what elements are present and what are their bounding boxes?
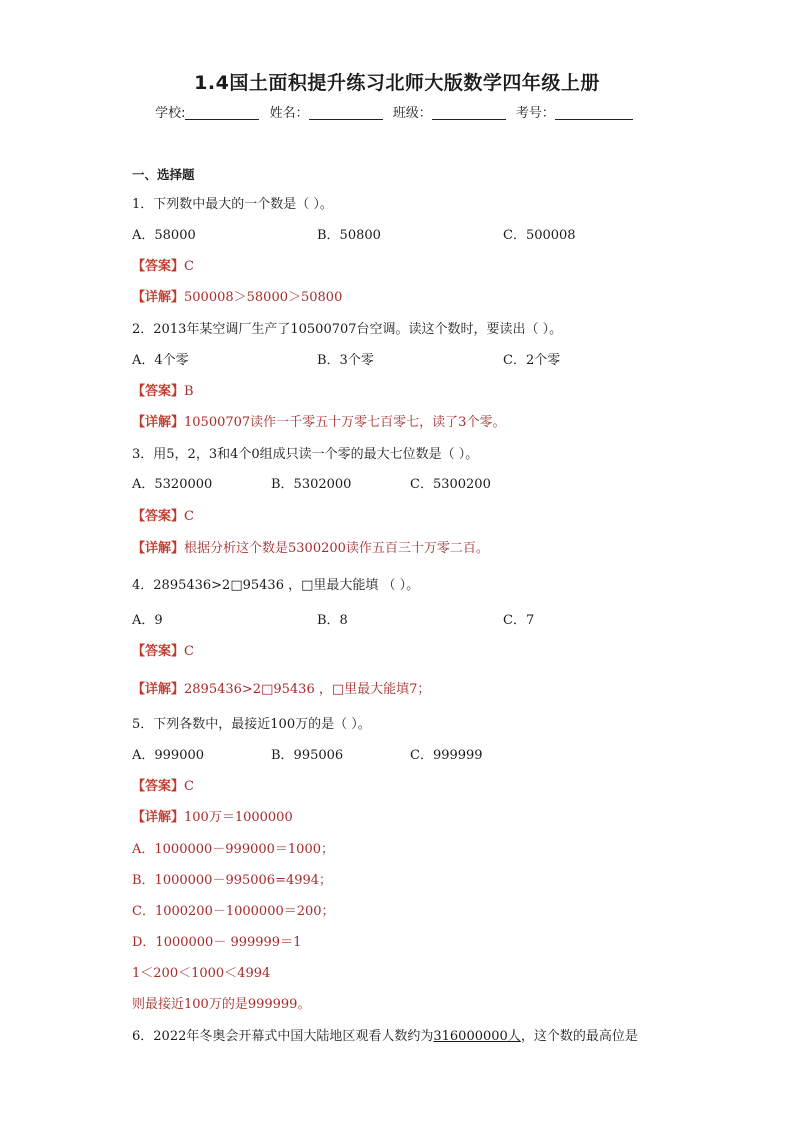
q5-answer: 【答案】C	[132, 779, 194, 794]
q3-option-a: A．5320000	[132, 477, 213, 492]
number-label: 考号：	[515, 106, 555, 121]
question-1-options	[132, 224, 692, 242]
q1-option-c: C．500008	[503, 228, 576, 243]
q1-option-a: A．58000	[132, 228, 196, 243]
q1-detail: 【详解】500008＞58000＞50800	[132, 290, 343, 305]
student-info-line	[0, 102, 794, 121]
q2-answer: 【答案】B	[132, 384, 194, 399]
q4-detail: 【详解】2895436>2□95436 ，□里最大能填7；	[132, 682, 431, 697]
question-2-options	[132, 349, 692, 367]
question-3-options	[132, 473, 692, 491]
q2-option-c: C．2个零	[503, 353, 561, 368]
q5-option-c: C．999999	[410, 748, 483, 763]
question-5-stem: 5．下列各数中，最接近100万的是（ ）。	[132, 717, 371, 732]
q5-detail-line-b: B．1000000－995006=4994；	[132, 873, 333, 888]
q5-detail: 【详解】100万＝1000000	[132, 810, 293, 825]
q3-option-b: B．5302000	[271, 477, 352, 492]
q2-detail: 【详解】10500707读作一千零五十万零七百零七，读了3个零。	[132, 415, 506, 430]
number-blank[interactable]	[555, 105, 633, 120]
q5-detail-line-compare: 1＜200＜1000＜4994	[132, 966, 271, 981]
question-1-stem: 1．下列数中最大的一个数是（ ）。	[132, 197, 333, 212]
q5-detail-line-c: C．1000200－1000000＝200；	[132, 904, 335, 919]
question-3-stem: 3．用5，2，3和4个0组成只读一个零的最大七位数是（ ）。	[132, 447, 479, 462]
name-blank[interactable]	[309, 105, 383, 120]
q5-option-b: B．995006	[271, 748, 344, 763]
section-heading: 一、选择题	[132, 167, 195, 182]
q3-option-c: C．5300200	[410, 477, 491, 492]
q5-detail-line-a: A．1000000－999000＝1000；	[132, 842, 334, 857]
q5-option-a: A．999000	[132, 748, 205, 763]
name-label: 姓名：	[269, 106, 309, 121]
question-4-stem: 4．2895436>2□95436 ，□里最大能填 （ ）。	[132, 578, 420, 593]
q2-option-b: B．3个零	[317, 353, 374, 368]
q4-option-b: B．8	[317, 613, 348, 628]
school-label: 学校:	[155, 106, 186, 121]
q3-answer: 【答案】C	[132, 509, 194, 524]
q4-option-a: A．9	[132, 613, 163, 628]
page-title: 1.4国土面积提升练习北师大版数学四年级上册	[194, 72, 600, 94]
q5-detail-line-d: D．1000000－ 999999＝1	[132, 935, 302, 950]
q2-option-a: A．4个零	[132, 353, 189, 368]
question-6-stem: 6．2022年冬奥会开幕式中国大陆地区观看人数约为316000000人，这个数的最高位是	[132, 1029, 638, 1044]
q1-option-b: B．50800	[317, 228, 381, 243]
question-5-options	[132, 744, 692, 762]
q4-answer: 【答案】C	[132, 644, 194, 659]
q6-underlined-number: 316000000人	[433, 1029, 521, 1044]
class-label: 班级：	[392, 106, 432, 121]
q3-detail: 【详解】根据分析这个数是5300200读作五百三十万零二百。	[132, 541, 489, 556]
q1-answer: 【答案】C	[132, 259, 194, 274]
question-2-stem: 2．2013年某空调厂生产了10500707台空调。读这个数时，要读出（ ）。	[132, 322, 563, 337]
school-blank[interactable]	[185, 105, 259, 120]
class-blank[interactable]	[432, 105, 506, 120]
question-4-options	[132, 609, 692, 627]
q4-option-c: C．7	[503, 613, 535, 628]
q5-detail-conclusion: 则最接近100万的是999999。	[132, 997, 311, 1012]
